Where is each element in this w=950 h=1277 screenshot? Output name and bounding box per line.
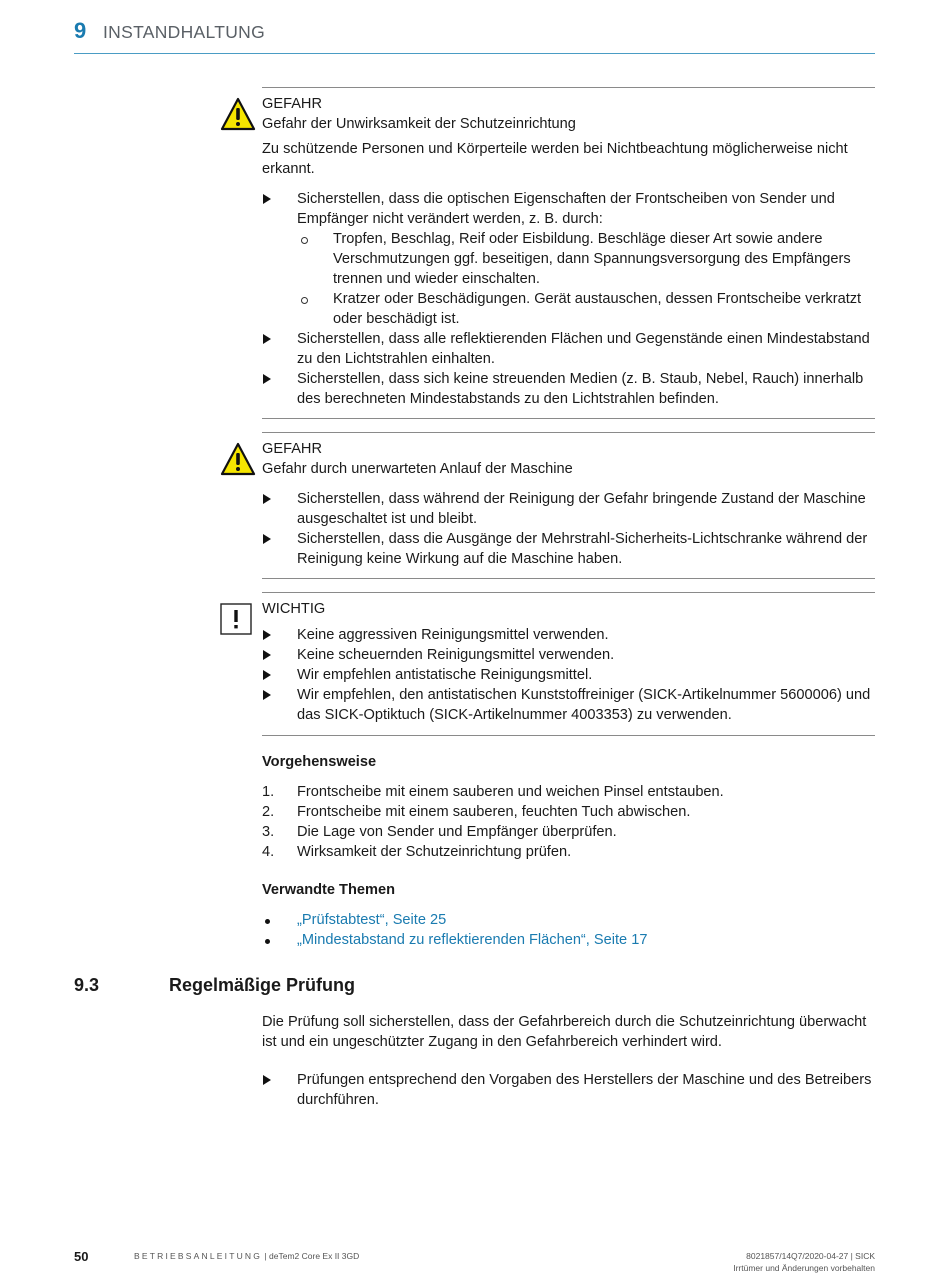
list-item: Kratzer oder Beschädigungen. Gerät austauschen, dessen Frontscheibe verkratzt oder beschädigt ist. bbox=[297, 289, 875, 329]
section-body bbox=[262, 1012, 875, 1110]
list-item: 2. Frontscheibe mit einem sauberen, feuchten Tuch abwischen. bbox=[262, 804, 691, 820]
list-item: Wir empfehlen antistatische Reinigungsmittel. bbox=[262, 665, 875, 685]
important-notice bbox=[262, 592, 875, 736]
separator: | bbox=[262, 1251, 270, 1261]
action-list bbox=[262, 189, 875, 409]
notice-title: Gefahr der Unwirksamkeit der Schutzeinrichtung bbox=[262, 116, 576, 132]
signal-word: GEFAHR bbox=[262, 96, 323, 112]
procedure-heading: Vorgehensweise bbox=[262, 754, 377, 770]
exclamation-box-icon bbox=[220, 603, 252, 635]
danger-notice-1 bbox=[262, 87, 875, 419]
page-header bbox=[74, 16, 875, 54]
warning-triangle-icon bbox=[220, 97, 256, 131]
list-item: Wir empfehlen, den antistatischen Kunststoffreiniger (SICK-Artikelnummer 5600006) und das SICK-Optiktuch (SICK-Artikelnummer 4003353) zu verwenden. bbox=[262, 685, 875, 725]
list-item: 4. Wirksamkeit der Schutzeinrichtung prüfen. bbox=[262, 844, 572, 860]
related-link[interactable]: „Prüfstabtest“, Seite 25 bbox=[262, 910, 875, 930]
list-item: Sicherstellen, dass die Ausgänge der Mehrstrahl-Sicherheits-Lichtschranke während der Reinigung keine Wirkung auf die Maschine haben. bbox=[262, 529, 875, 569]
action-list bbox=[262, 1070, 875, 1110]
list-item: Sicherstellen, dass während der Reinigung der Gefahr bringende Zustand der Maschine ausgeschaltet ist und bleibt. bbox=[262, 489, 875, 529]
section-title: Regelmäßige Prüfung bbox=[169, 975, 356, 995]
related-links bbox=[262, 910, 875, 950]
related-topics bbox=[262, 880, 875, 950]
section-paragraph: Die Prüfung soll sicherstellen, dass der Gefahrbereich durch die Schutzeinrichtung überwacht ist und ein ungeschützter Zugang in den Gefahrbereich verhindert wird. bbox=[262, 1014, 867, 1050]
chapter-number: 9 bbox=[74, 18, 87, 43]
footer-right bbox=[733, 1250, 875, 1274]
procedure-steps bbox=[262, 782, 875, 862]
footer-document-info bbox=[134, 1250, 359, 1262]
related-heading: Verwandte Themen bbox=[262, 882, 396, 898]
procedure-block bbox=[262, 752, 875, 862]
list-item: Sicherstellen, dass alle reflektierenden Flächen und Gegenstände einen Mindestabstand zu den Lichtstrahlen einhalten. bbox=[262, 329, 875, 369]
list-item: Keine scheuernden Reinigungsmittel verwenden. bbox=[262, 645, 875, 665]
signal-word: GEFAHR bbox=[262, 441, 323, 457]
list-item: Sicherstellen, dass die optischen Eigenschaften der Frontscheiben von Sender und Empfänger nicht verändert werden, z. B. durch: Tropfen, Beschlag, Reif oder Eisbildung. Beschläge dieser Art sowie andere Verschmutzungen ggf. beseitigen, dann Spannungsversorgung des Empfängers trennen und wieder einschalten. Kratzer oder Beschädigungen. Gerät austauschen, dessen Frontscheibe verkratzt oder beschädigt ist. bbox=[262, 189, 875, 329]
danger-notice-2 bbox=[262, 432, 875, 579]
list-item: Sicherstellen, dass sich keine streuenden Medien (z. B. Staub, Nebel, Rauch) innerhalb des berechneten Mindestabstands zu den Lichtstrahlen befinden. bbox=[262, 369, 875, 409]
section-number: 9.3 bbox=[74, 975, 100, 995]
notice-description: Zu schützende Personen und Körperteile werden bei Nichtbeachtung möglicherweise nicht erkannt. bbox=[262, 141, 848, 177]
product-name: deTem2 Core Ex II 3GD bbox=[269, 1251, 360, 1261]
list-item: Tropfen, Beschlag, Reif oder Eisbildung. Beschläge dieser Art sowie andere Verschmutzungen ggf. beseitigen, dann Spannungsversorgung des Empfängers trennen und wieder einschalten. bbox=[297, 229, 875, 289]
action-list bbox=[262, 489, 875, 569]
list-item: 3. Die Lage von Sender und Empfänger überprüfen. bbox=[262, 824, 617, 840]
document-id: 8021857/14Q7/2020-04-27 | SICK bbox=[746, 1251, 875, 1261]
signal-word: WICHTIG bbox=[262, 601, 326, 617]
list-item: Prüfungen entsprechend den Vorgaben des Herstellers der Maschine und des Betreibers durchführen. bbox=[262, 1070, 875, 1110]
sub-list bbox=[297, 229, 875, 329]
warning-triangle-icon bbox=[220, 442, 256, 476]
related-link[interactable]: „Mindestabstand zu reflektierenden Flächen“, Seite 17 bbox=[262, 930, 875, 950]
list-item: 1. Frontscheibe mit einem sauberen und weichen Pinsel entstauben. bbox=[262, 784, 724, 800]
doc-type: BETRIEBSANLEITUNG bbox=[134, 1251, 263, 1261]
action-list bbox=[262, 625, 875, 725]
list-item: Keine aggressiven Reinigungsmittel verwenden. bbox=[262, 625, 875, 645]
chapter-title: INSTANDHALTUNG bbox=[103, 22, 266, 42]
disclaimer: Irrtümer und Änderungen vorbehalten bbox=[733, 1263, 875, 1273]
notice-title: Gefahr durch unerwarteten Anlauf der Maschine bbox=[262, 461, 573, 477]
page-number: 50 bbox=[74, 1249, 89, 1264]
